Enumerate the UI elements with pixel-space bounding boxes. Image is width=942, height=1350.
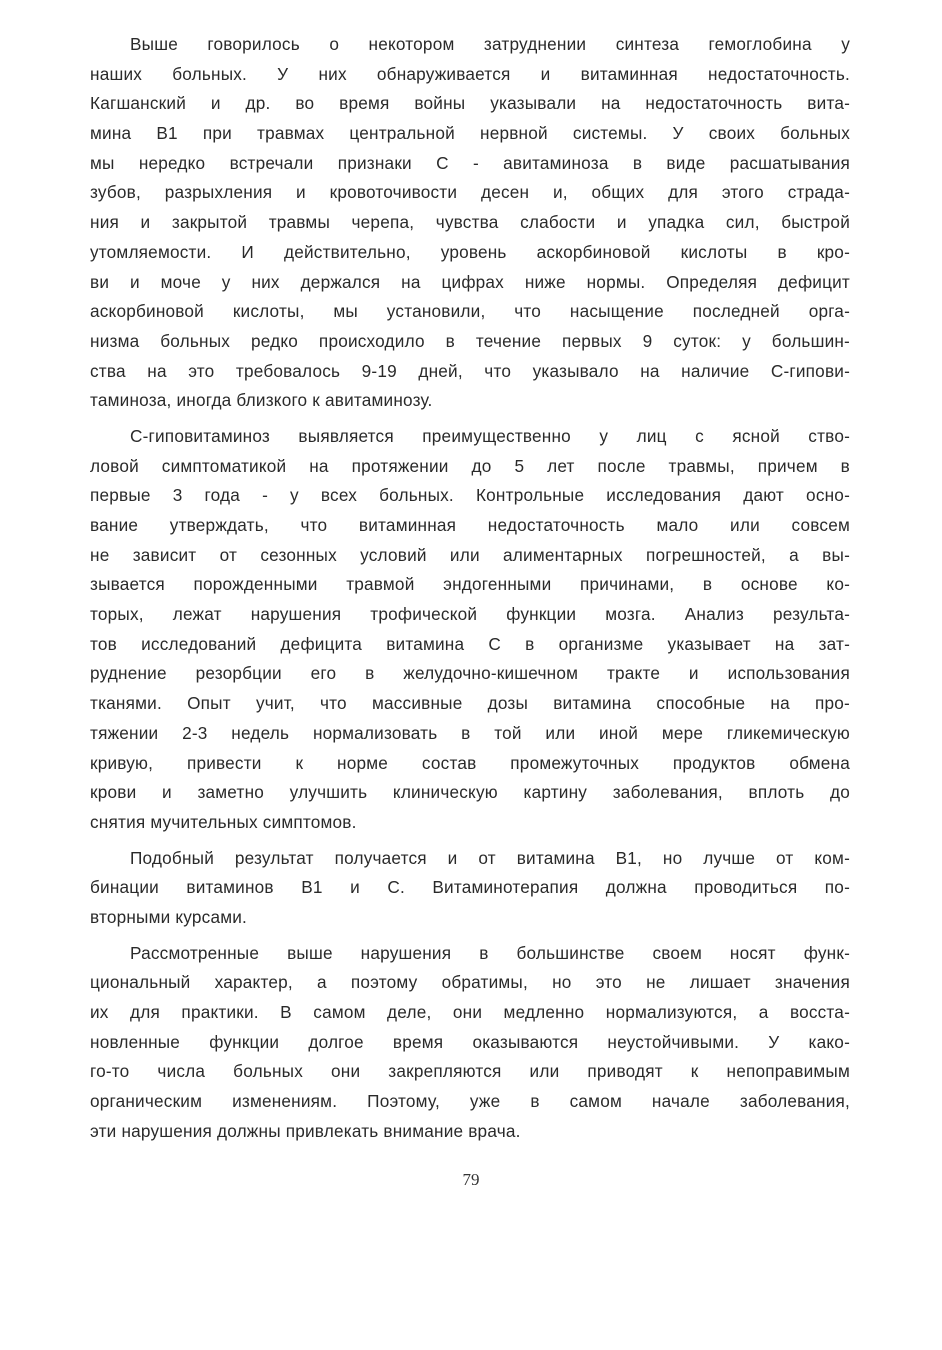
text-line: таминоза, иногда близкого к авитаминозу. [90, 390, 433, 411]
text-line: тов исследований дефицита витамина С в организме указывает на зат- [90, 633, 850, 654]
text-line: тяжении 2-3 недель нормализовать в той или иной мере гликемическую [90, 722, 850, 743]
text-line: ния и закрытой травмы черепа, чувства слабости и упадка сил, быстрой [90, 212, 850, 233]
paragraph [90, 422, 850, 838]
text-line: новленные функции долгое время оказываются неустойчивыми. У како- [90, 1031, 850, 1052]
text-line: ства на это требовалось 9-19 дней, что указывало на наличие С-гипови- [90, 360, 850, 381]
text-line: руднение резорбции его в желудочно-кишечном тракте и использования [90, 663, 850, 684]
text-line: низма больных редко происходило в течение первых 9 суток: у большин- [90, 330, 850, 351]
text-line: зубов, разрыхления и кровоточивости десен и, общих для этого страда- [90, 182, 850, 203]
text-line: тканями. Опыт учит, что массивные дозы витамина способные на про- [90, 693, 850, 714]
page-number: 79 [462, 1170, 480, 1189]
text-line: органическим изменениям. Поэтому, уже в самом начале заболевания, [90, 1091, 850, 1112]
text-line: Кагшанский и др. во время войны указывали на недостаточность вита- [90, 93, 850, 114]
paragraph [90, 939, 850, 1147]
text-line: ви и моче у них держался на цифрах ниже нормы. Определяя дефицит [90, 271, 850, 292]
text-line: Рассмотренные выше нарушения в большинстве своем носят функ- [130, 942, 850, 963]
text-line: аскорбиновой кислоты, мы установили, что насыщение последней орга- [90, 301, 850, 322]
text-line: снятия мучительных симптомов. [90, 811, 357, 832]
text-line: эти нарушения должны привлекать внимание врача. [90, 1120, 521, 1141]
paragraph [90, 30, 850, 416]
body-text [90, 30, 850, 1146]
text-line: их для практики. В самом деле, они медленно нормализуются, а восста- [90, 1002, 850, 1022]
text-line: вторными курсами. [90, 906, 248, 927]
text-line: кривую, привести к норме состав промежуточных продуктов обмена [90, 752, 850, 773]
text-line: не зависит от сезонных условий или алиментарных погрешностей, а вы- [90, 544, 850, 565]
text-line: первые 3 года - у всех больных. Контрольные исследования дают осно- [90, 485, 850, 506]
text-line: наших больных. У них обнаруживается и витаминная недостаточность. [90, 63, 850, 84]
text-line: С-гиповитаминоз выявляется преимущественно у лиц с ясной ство- [130, 425, 850, 446]
text-line: Подобный результат получается и от витамина B1, но лучше от ком- [130, 847, 850, 868]
text-line: мы нередко встречали признаки С - авитаминоза в виде расшатывания [90, 152, 850, 173]
text-line: бинации витаминов B1 и С. Витаминотерапия должна проводиться по- [90, 877, 850, 898]
text-line: ловой симптоматикой на протяжении до 5 лет после травмы, причем в [90, 455, 850, 476]
text-line: торых, лежат нарушения трофической функции мозга. Анализ результа- [90, 604, 850, 625]
text-line: го-то числа больных они закрепляются или приводят к непоправимым [90, 1061, 850, 1082]
text-line: утомляемости. И действительно, уровень аскорбиновой кислоты в кро- [90, 241, 850, 262]
paragraph [90, 844, 850, 933]
text-line: мина B1 при травмах центральной нервной системы. У своих больных [90, 123, 850, 144]
text-line: Выше говорилось о некотором затруднении синтеза гемоглобина у [130, 34, 850, 54]
text-line: циональный характер, а поэтому обратимы, но это не лишает значения [90, 972, 850, 993]
text-line: зывается порожденными травмой эндогенными причинами, в основе ко- [90, 574, 850, 595]
text-line: вание утверждать, что витаминная недостаточность мало или совсем [90, 515, 850, 535]
text-line: крови и заметно улучшить клиническую картину заболевания, вплоть до [90, 782, 850, 803]
